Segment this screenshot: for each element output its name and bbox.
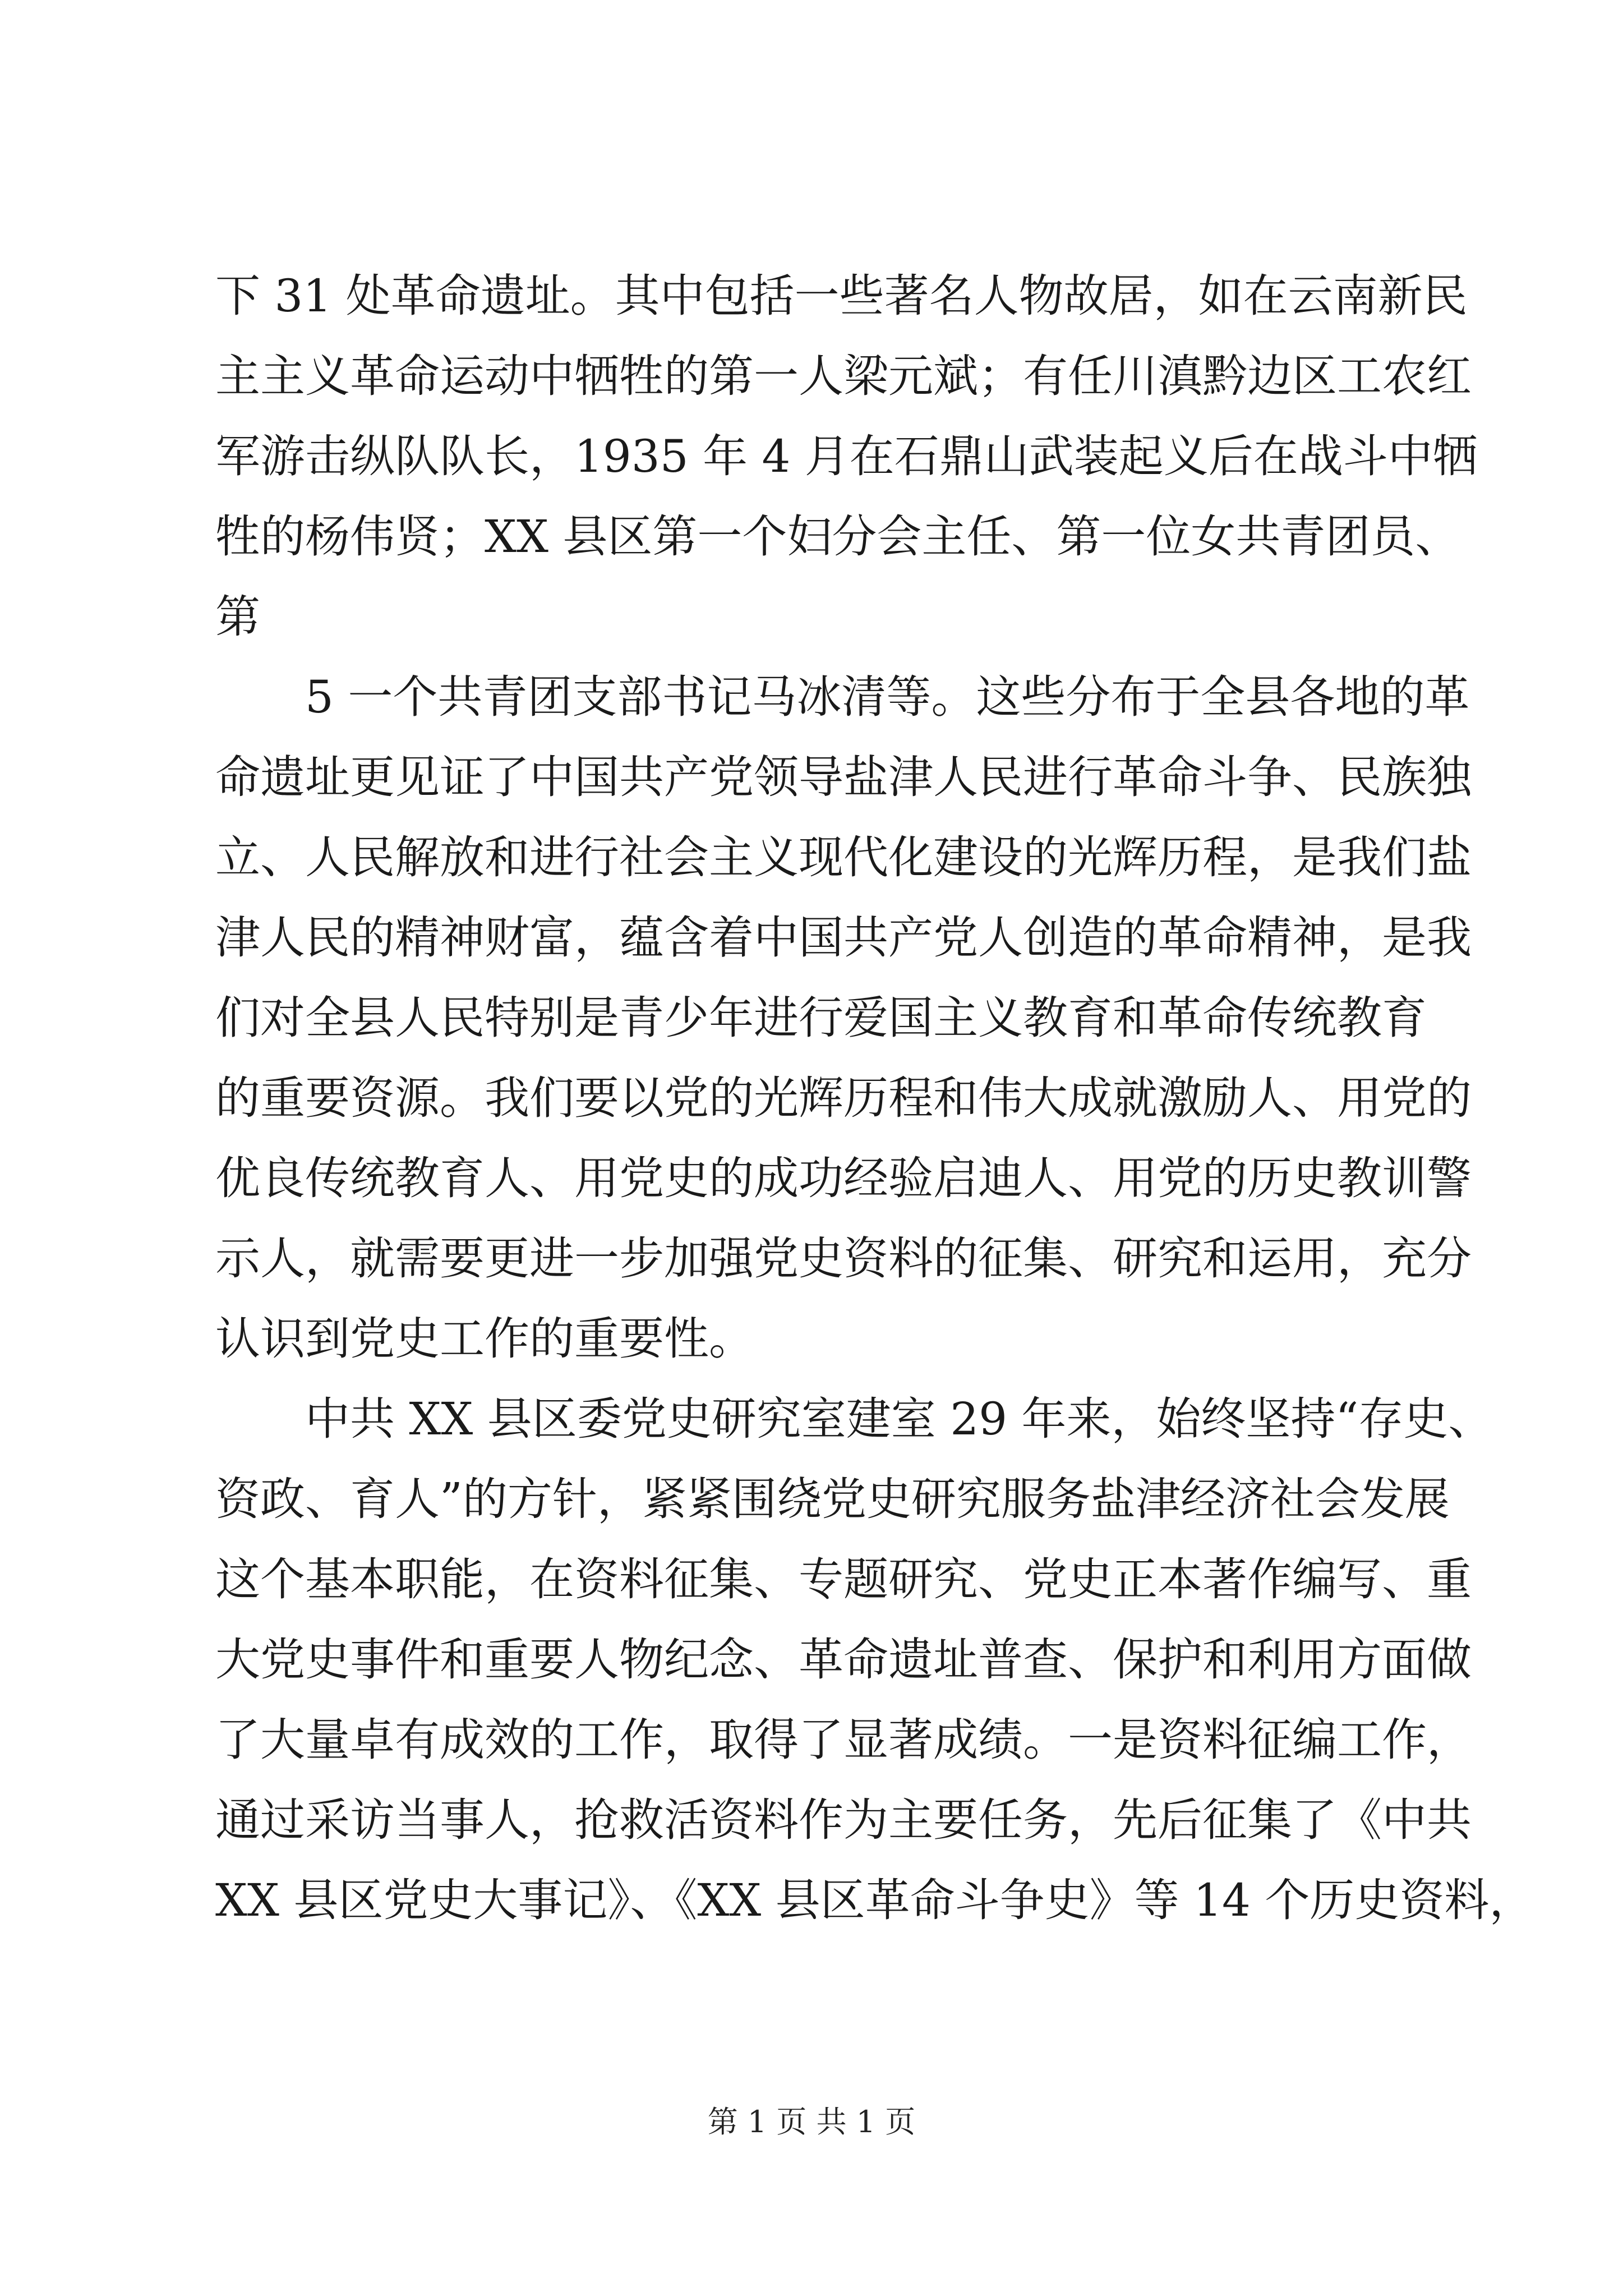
text-line: 命遗址更见证了中国共产党领导盐津人民进行革命斗争、民族独 <box>215 751 1472 803</box>
text-line: 第 <box>215 591 260 643</box>
text-line: 的重要资源。我们要以党的光辉历程和伟大成就激励人、用党的 <box>215 1072 1472 1124</box>
text-line: 大党史事件和重要人物纪念、革命遗址普查、保护和利用方面做 <box>215 1634 1472 1686</box>
text-line: 军游击纵队队长，1935 年 4 月在石鼎山武装起义后在战斗中牺 <box>215 430 1478 482</box>
text-line: 认识到党史工作的重要性。 <box>215 1313 754 1365</box>
text-line: 这个基本职能，在资料征集、专题研究、党史正本著作编写、重 <box>215 1553 1472 1605</box>
text-line: 了大量卓有成效的工作，取得了显著成绩。一是资料征编工作， <box>215 1714 1472 1766</box>
text-line: 下 31 处革命遗址。其中包括一些著名人物故居，如在云南新民 <box>215 270 1468 322</box>
text-line: 5 一个共青团支部书记马冰清等。这些分布于全县各地的革 <box>305 671 1470 723</box>
text-line: 立、人民解放和进行社会主义现代化建设的光辉历程，是我们盐 <box>215 831 1472 884</box>
page-footer <box>0 2102 1623 2142</box>
text-line: 牲的杨伟贤；XX 县区第一个妇分会主任、第一位女共青团员、 <box>215 510 1460 563</box>
text-line: 资政、育人”的方针，紧紧围绕党史研究服务盐津经济社会发展 <box>215 1473 1450 1525</box>
text-line: 通过采访当事人，抢救活资料作为主要任务，先后征集了《中共 <box>215 1794 1472 1846</box>
text-line: 示人，就需要更进一步加强党史资料的征集、研究和运用，充分 <box>215 1232 1472 1285</box>
text-line: XX 县区党史大事记》、《XX 县区革命斗争史》等 14 个历史资料， <box>215 1874 1534 1926</box>
document-body <box>215 256 1534 1940</box>
text-line: 主主义革命运动中牺牲的第一人梁元斌；有任川滇黔边区工农红 <box>215 350 1472 402</box>
page-number-label: 第 1 页 共 1 页 <box>707 2104 916 2139</box>
text-line: 优良传统教育人、用党史的成功经验启迪人、用党的历史教训警 <box>215 1152 1472 1204</box>
text-line: 津人民的精神财富，蕴含着中国共产党人创造的革命精神，是我 <box>215 912 1472 964</box>
text-line: 中共 XX 县区委党史研究室建室 29 年来，始终坚持“存史、 <box>305 1393 1493 1445</box>
text-line: 们对全县人民特别是青少年进行爱国主义教育和革命传统教育 <box>215 992 1427 1044</box>
